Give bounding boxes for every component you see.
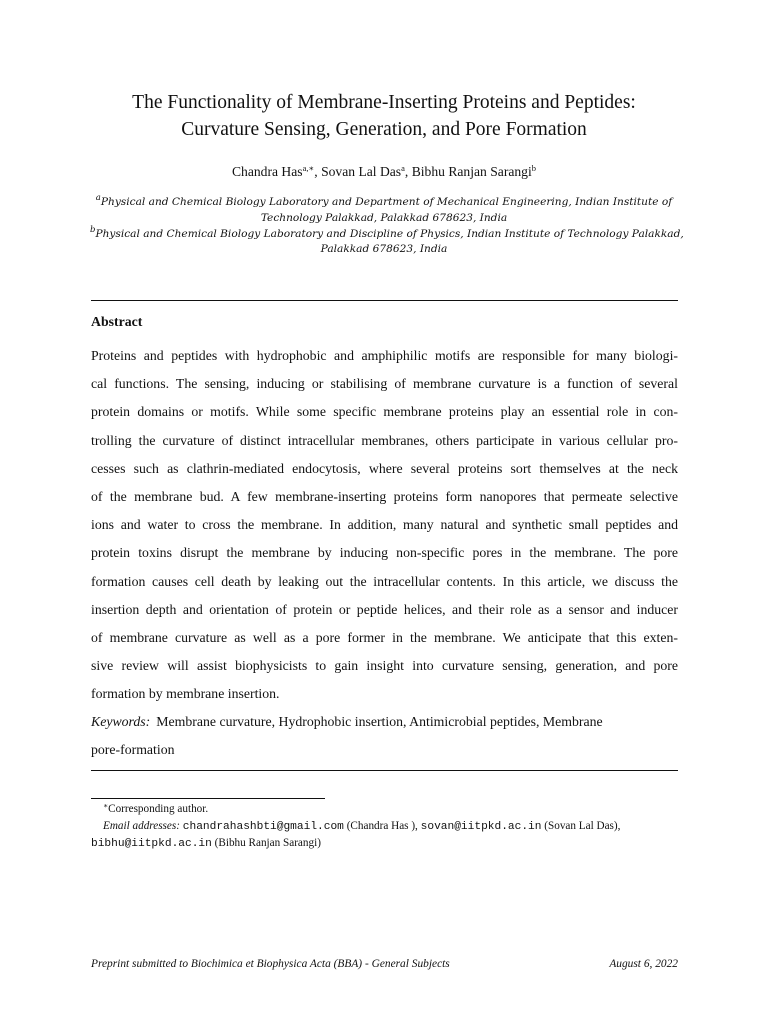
abstract-line: trolling the curvature of distinct intracellular membranes, others participate in various cellular pro- — [91, 432, 678, 448]
author-affiliation-marker: b — [531, 163, 536, 173]
author-name: Sovan Lal Das — [321, 164, 402, 179]
affiliation-marker: a — [95, 193, 101, 203]
keywords-text: Membrane curvature, Hydrophobic insertion, Antimicrobial peptides, Membrane — [156, 714, 603, 729]
affiliation-b-line-2: Palakkad 678623, India — [320, 243, 448, 256]
affiliation-a-line-1 — [90, 195, 678, 211]
abstract-line: protein toxins disrupt the membrane by inducing non-specific pores in the membrane. The pore — [91, 545, 678, 561]
affiliation-text: Physical and Chemical Biology Laboratory and Department of Mechanical Engineering, Indian Institute of — [100, 196, 673, 208]
footnote-rule — [91, 798, 325, 799]
abstract-line: cal functions. The sensing, inducing or stabilising of membrane curvature is a function of several — [91, 376, 678, 392]
email-owner: (Sovan Lal Das), — [544, 819, 621, 832]
abstract-line: protein domains or motifs. While some specific membrane proteins play an essential role in con- — [91, 404, 678, 420]
abstract-top-rule — [91, 300, 678, 301]
affiliation-marker: b — [90, 224, 96, 235]
abstract-line: cesses such as clathrin-mediated endocytosis, where several proteins sort themselves at the neck — [91, 460, 678, 476]
abstract-line: formation causes cell death by leaking out the intracellular contents. In this article, we discuss the — [91, 573, 678, 589]
footnotes — [91, 801, 678, 853]
email-link[interactable]: sovan@iitpkd.ac.in — [420, 820, 542, 833]
keywords — [91, 711, 678, 767]
preprint-note: Preprint submitted to Biochimica et Biophysica Acta (BBA) - General Subjects — [91, 958, 450, 970]
abstract-bottom-rule — [91, 770, 678, 771]
abstract-line: Proteins and peptides with hydrophobic and amphiphilic motifs are responsible for many biologi- — [91, 348, 678, 363]
keywords-line-1 — [91, 711, 678, 739]
footnote-marker: ∗ — [103, 801, 109, 810]
keywords-line-2: pore-formation — [91, 742, 175, 758]
author-separator: , — [404, 164, 412, 179]
affiliations — [90, 193, 684, 258]
affiliation-a-line-2: Technology Palakkad, Palakkad 678623, India — [260, 211, 508, 224]
corresponding-author-note — [91, 801, 678, 818]
author-name: Chandra Has — [231, 164, 303, 179]
affiliation-text: Physical and Chemical Biology Laboratory and Discipline of Physics, Indian Institute of Technology Palakkad, — [95, 227, 684, 240]
email-link[interactable]: bibhu@iitpkd.ac.in — [91, 838, 212, 850]
abstract-line: of membrane curvature as well as a pore former in the membrane. We anticipate that this exten- — [91, 629, 678, 645]
email-link[interactable]: chandrahashbti@gmail.com — [182, 820, 344, 833]
keywords-label: Keywords: — [91, 714, 151, 729]
email-owner: (Chandra Has ), — [346, 819, 418, 832]
abstract-body — [91, 345, 678, 711]
email-label: Email addresses: — [103, 819, 180, 832]
author-affiliation-marker: a,∗ — [302, 163, 315, 173]
footer-date: August 6, 2022 — [609, 958, 678, 970]
abstract-line: ions and water to cross the membrane. In addition, many natural and synthetic small peptides and — [91, 517, 678, 533]
email-owner: (Bibhu Ranjan Sarangi) — [214, 837, 321, 849]
abstract-line: of the membrane bud. A few membrane-inserting proteins form nanopores that permeate selective — [91, 488, 678, 504]
title-line-2: Curvature Sensing, Generation, and Pore Formation — [181, 119, 587, 140]
author-affiliation-marker: a — [401, 163, 405, 173]
corresponding-author-text: Corresponding author. — [108, 803, 209, 815]
author-name: Bibhu Ranjan Sarangi — [411, 164, 532, 179]
abstract-heading: Abstract — [91, 314, 143, 329]
paper-title — [60, 89, 708, 143]
abstract-line: sive review will assist biophysicists to gain insight into curvature sensing, generation, and pore — [91, 658, 678, 674]
email-addresses-line-1 — [91, 818, 678, 836]
title-line-1: The Functionality of Membrane-Inserting Proteins and Peptides: — [132, 92, 636, 113]
abstract-line: insertion depth and orientation of protein or peptide helices, and their role as a sensor and inducer — [91, 601, 678, 617]
affiliation-b-line-1 — [90, 224, 684, 243]
abstract-line: formation by membrane insertion. — [91, 686, 280, 702]
author-list — [60, 163, 708, 181]
author-separator: , — [314, 164, 322, 179]
email-addresses-line-2 — [91, 835, 678, 853]
